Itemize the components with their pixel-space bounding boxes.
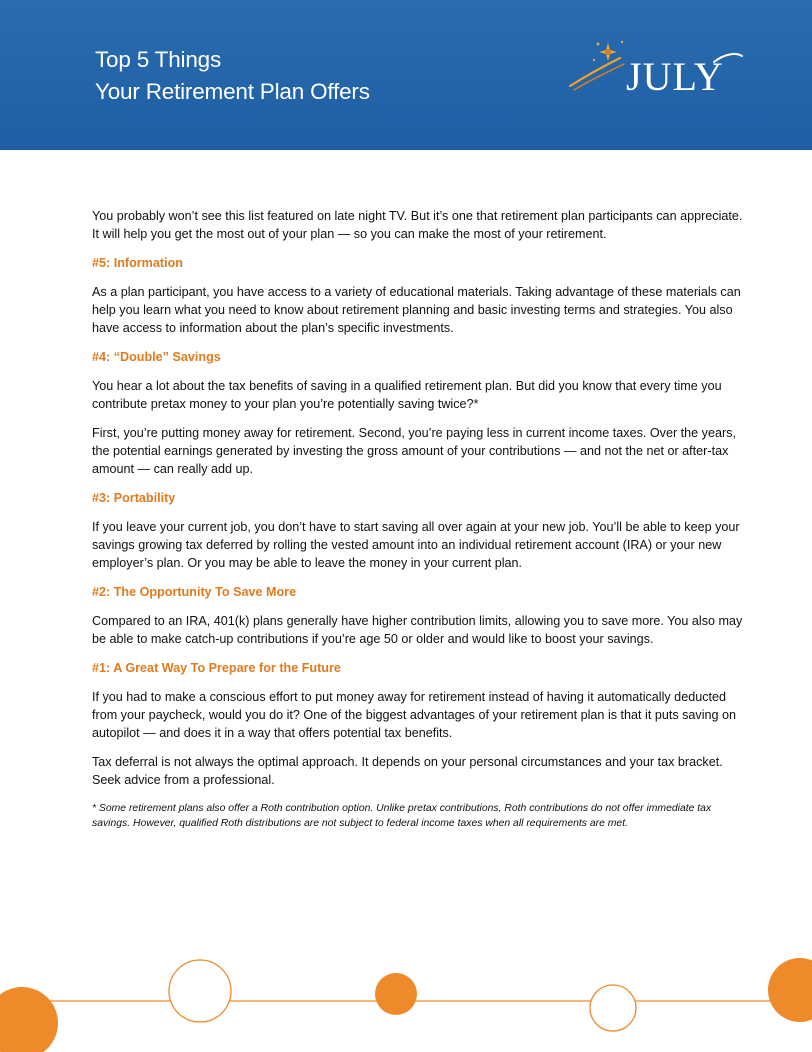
decorative-circle-outline (590, 985, 636, 1031)
section-heading: #1: A Great Way To Prepare for the Future (92, 661, 341, 675)
decorative-circle-outline (169, 960, 231, 1022)
decorative-circles-footer (0, 940, 812, 1052)
section-heading: #4: “Double” Savings (92, 350, 221, 364)
section-paragraph: If you had to make a conscious effort to put money away for retirement instead of having it automatically deducted from your paycheck, would you do it? One of the biggest advantages of your retirement plan is that it puts saving on autopilot — and does it in a way that offers potential tax benefits. (92, 690, 737, 740)
section-paragraph: First, you’re putting money away for retirement. Second, you’re paying less in current income taxes. Over the years, the potential earnings generated by investing the gross amount of your contributions — and not the net or after-tax amount — can really add up. (92, 426, 736, 476)
section-paragraph: If you leave your current job, you don’t have to start saving all over again at your new job. You’ll be able to keep your savings growing tax deferred by rolling the vested amount into an individual retirement account (IRA) or your new employer’s plan. Or you may be able to leave the money in your current plan. (92, 520, 740, 570)
section-paragraph: You hear a lot about the tax benefits of saving in a qualified retirement plan. But did you know that every time you contribute pretax money to your plan you’re potentially saving twice?* (92, 379, 722, 411)
section-heading: #2: The Opportunity To Save More (92, 585, 297, 599)
page-title (95, 44, 370, 108)
logo-wordmark: JULY (626, 54, 724, 99)
article-body (92, 207, 752, 842)
decorative-circle-solid (0, 987, 58, 1052)
july-logo (564, 32, 744, 104)
section-heading: #3: Portability (92, 491, 176, 505)
footnote: * Some retirement plans also offer a Roth contribution option. Unlike pretax contributions, Roth contributions do not offer immediate tax savings. However, qualified Roth distributions are not subject to federal income taxes when all requirements are met. (92, 803, 712, 829)
decorative-circle-solid (375, 973, 417, 1015)
section-heading: #5: Information (92, 256, 183, 270)
section-paragraph: Compared to an IRA, 401(k) plans generally have higher contribution limits, allowing you to save more. You also may be able to make catch-up contributions if you’re age 50 or older and would like to boost your savings. (92, 614, 743, 646)
decorative-circle-solid (768, 958, 812, 1022)
section-paragraph: Tax deferral is not always the optimal approach. It depends on your personal circumstances and your tax bracket. Seek advice from a professional. (92, 755, 723, 787)
title-line-1: Top 5 Things (95, 47, 222, 72)
intro-paragraph: You probably won’t see this list featured on late night TV. But it’s one that retirement plan participants can appreciate. It will help you get the most out of your plan — so you can make the most of your retirement. (92, 209, 743, 241)
header-banner (0, 0, 812, 150)
section-paragraph: As a plan participant, you have access to a variety of educational materials. Taking advantage of these materials can help you learn what you need to know about retirement planning and basic investing terms and strategies. You also have access to information about the plan’s specific investments. (92, 285, 741, 335)
title-line-2: Your Retirement Plan Offers (95, 79, 370, 104)
